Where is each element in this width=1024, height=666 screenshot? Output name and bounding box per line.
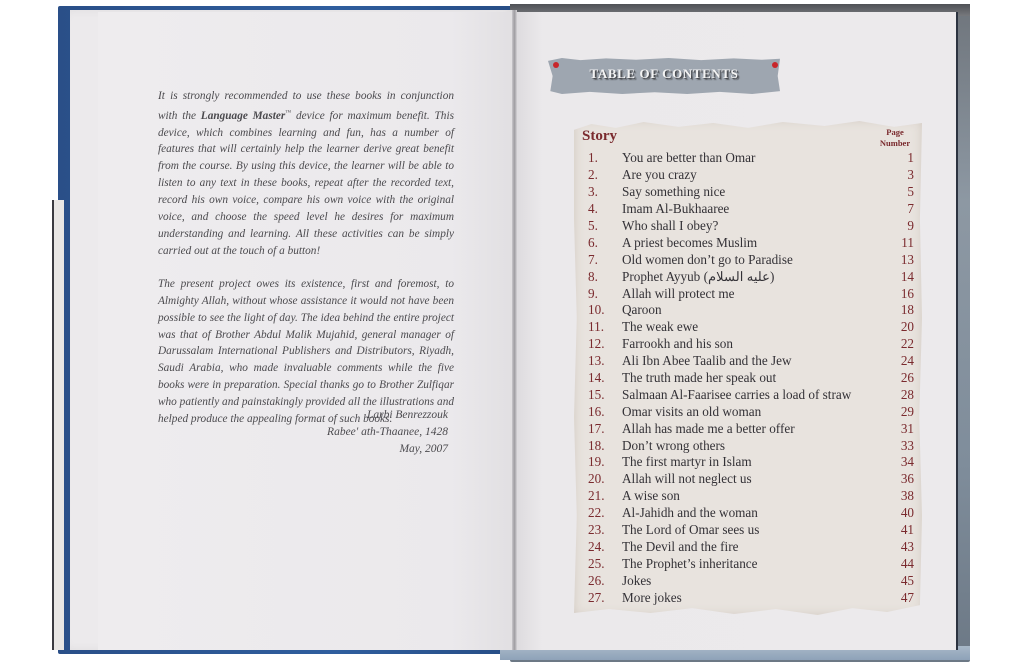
toc-entry-number: 26. bbox=[588, 572, 605, 588]
toc-entry bbox=[582, 403, 916, 420]
toc-entry-title: Jokes bbox=[622, 572, 652, 588]
toc-entry bbox=[582, 386, 916, 403]
toc-entry bbox=[582, 302, 916, 319]
toc-entry-page: 22 bbox=[900, 336, 914, 352]
toc-entry-number: 12. bbox=[588, 336, 605, 352]
toc-entry bbox=[582, 555, 916, 572]
toc-entry-page: 11 bbox=[901, 234, 914, 250]
toc-entry-title: Omar visits an old woman bbox=[622, 403, 762, 419]
trademark-symbol: ™ bbox=[285, 109, 292, 116]
toc-column-page-number bbox=[870, 127, 920, 149]
toc-entry-title: The first martyr in Islam bbox=[622, 454, 752, 470]
toc-entry-title: Ali Ibn Abee Taalib and the Jew bbox=[622, 353, 792, 369]
toc-entry-number: 16. bbox=[588, 403, 605, 419]
toc-entry-page: 5 bbox=[907, 184, 914, 200]
book-cover-left-edge bbox=[52, 200, 64, 650]
toc-entry bbox=[582, 538, 916, 555]
toc-entry-page: 3 bbox=[907, 167, 914, 183]
toc-entry bbox=[582, 319, 916, 336]
toc-entry-number: 5. bbox=[588, 218, 598, 233]
toc-entry bbox=[582, 336, 916, 353]
toc-entry bbox=[582, 251, 916, 268]
intro-p1-start: It is strongly recommended to use these books in conjunction with the bbox=[158, 90, 454, 122]
toc-entry-title: Allah has made me a better offer bbox=[622, 420, 795, 436]
toc-entry-page: 7 bbox=[907, 201, 914, 217]
toc-entry bbox=[582, 572, 916, 589]
toc-entry-title: Allah will not neglect us bbox=[622, 471, 752, 487]
toc-entry-page: 34 bbox=[900, 454, 914, 470]
toc-entry bbox=[582, 268, 916, 285]
toc-entry-title: A priest becomes Muslim bbox=[622, 234, 758, 250]
toc-entry-title: Say something nice bbox=[622, 184, 726, 200]
toc-entry-number: 23. bbox=[588, 522, 605, 538]
toc-entry-title: Are you crazy bbox=[622, 167, 697, 183]
toc-entry-title: Prophet Ayyub (عليه السلام) bbox=[622, 268, 775, 284]
toc-entry bbox=[582, 218, 916, 235]
toc-entry bbox=[582, 234, 916, 251]
toc-entry-number: 25. bbox=[588, 555, 605, 571]
toc-entry bbox=[582, 505, 916, 522]
toc-entry-number: 10. bbox=[588, 302, 605, 318]
toc-entry-page: 38 bbox=[900, 488, 914, 504]
toc-entry-number: 4. bbox=[588, 201, 598, 217]
intro-paragraph-2: The present project owes its existence, first and foremost, to Almighty Allah, without whose assistance it would not have been possible to see the light of day. The idea behind the entire project was that of Brother Abdul Malik Mujahid, general manager of Darussalam International Publishers and Distributors, Riyadh, Saudi Arabia, who made invaluable comments while the five books were in preparation. Special thanks go to Brother Zulfiqar who patiently and painstakingly provided all the illustrations and helped produce the appealing format of such books. bbox=[158, 277, 454, 426]
toc-entry-page: 24 bbox=[900, 353, 914, 369]
toc-entry-title: The Lord of Omar sees us bbox=[622, 522, 760, 538]
toc-entry-title: Old women don’t go to Paradise bbox=[622, 251, 793, 267]
toc-entry-number: 14. bbox=[588, 370, 605, 386]
toc-entry bbox=[582, 589, 916, 606]
toc-entry-title: The weak ewe bbox=[622, 319, 699, 335]
toc-entry-number: 21. bbox=[588, 488, 605, 504]
toc-entry-title: Salmaan Al-Faarisee carries a load of straw bbox=[622, 386, 852, 402]
toc-entry-title: More jokes bbox=[622, 589, 682, 605]
toc-entry bbox=[582, 437, 916, 454]
toc-entry-number: 11. bbox=[588, 319, 604, 335]
toc-title: TABLE OF CONTENTS bbox=[589, 66, 739, 81]
intro-text bbox=[158, 88, 454, 444]
toc-entry-title: The Devil and the fire bbox=[622, 538, 739, 554]
toc-entry-page: 20 bbox=[900, 319, 914, 335]
toc-entry-title: The Prophet’s inheritance bbox=[622, 555, 758, 571]
toc-column-story: Story bbox=[582, 128, 617, 144]
toc-entry-page: 18 bbox=[900, 302, 914, 318]
toc-entry bbox=[582, 488, 916, 505]
toc-list bbox=[582, 150, 916, 606]
toc-entry bbox=[582, 370, 916, 387]
toc-entry-page: 14 bbox=[900, 268, 914, 284]
intro-p1-rest: device for maximum benefit. This device, which combines learning and fun, has a number of features that will certainly help the learner derive great benefit from the course. By using this device, the learner will be able to listen to any text in these books, repeat after the recorded text, record his own voice, compare his own voice with the original voice, and choose the speed level he desires for maximum understanding and learning. All these activities can be simply carried out at the touch of a button! bbox=[158, 109, 454, 257]
toc-entry-page: 28 bbox=[900, 386, 914, 402]
toc-entry-page: 36 bbox=[900, 471, 914, 487]
author-name: Larbi Benrezzouk bbox=[366, 409, 448, 421]
toc-entry-page: 26 bbox=[900, 370, 914, 386]
toc-entry-number: 6. bbox=[588, 234, 598, 250]
toc-entry-title: Imam Al-Bukhaaree bbox=[622, 201, 730, 217]
toc-entry-title: Farrookh and his son bbox=[622, 336, 733, 352]
toc-entry-page: 47 bbox=[900, 589, 914, 605]
book-gutter bbox=[512, 10, 517, 650]
toc-entry-title: Who shall I obey? bbox=[622, 218, 719, 233]
toc-entry-number: 18. bbox=[588, 437, 605, 453]
toc-entry-number: 27. bbox=[588, 589, 605, 605]
toc-column-page-line2: Number bbox=[879, 138, 911, 148]
toc-entry-number: 17. bbox=[588, 420, 605, 436]
toc-entry-title: Al-Jahidh and the woman bbox=[622, 505, 758, 521]
toc-entry-page: 40 bbox=[900, 505, 914, 521]
toc-entry bbox=[582, 353, 916, 370]
toc-entry-title: You are better than Omar bbox=[622, 150, 756, 166]
toc-entry-page: 16 bbox=[900, 285, 914, 301]
toc-entry-number: 15. bbox=[588, 386, 605, 402]
toc-entry-page: 41 bbox=[900, 522, 914, 538]
toc-entry-number: 1. bbox=[588, 150, 598, 166]
toc-entry-page: 1 bbox=[907, 150, 914, 166]
toc-entry-title: Don’t wrong others bbox=[622, 437, 726, 453]
toc-entry-page: 45 bbox=[900, 572, 914, 588]
toc-entry-title: The truth made her speak out bbox=[622, 370, 777, 386]
toc-entry-page: 9 bbox=[907, 218, 914, 233]
hijri-date: Rabee' ath-Thaanee, 1428 bbox=[327, 426, 448, 438]
toc-column-page-line1: Page bbox=[886, 127, 904, 137]
toc-entry-number: 7. bbox=[588, 251, 598, 267]
toc-entry bbox=[582, 471, 916, 488]
toc-entry-number: 20. bbox=[588, 471, 605, 487]
toc-entry-number: 3. bbox=[588, 184, 598, 200]
toc-entry-title: Allah will protect me bbox=[622, 285, 735, 301]
toc-entry bbox=[582, 522, 916, 539]
toc-entry-title: A wise son bbox=[622, 488, 680, 504]
toc-entry bbox=[582, 184, 916, 201]
toc-entry bbox=[582, 420, 916, 437]
toc-entry-number: 19. bbox=[588, 454, 605, 470]
language-master-name: Language Master bbox=[200, 109, 286, 122]
toc-entry-page: 13 bbox=[900, 251, 914, 267]
toc-entry-page: 43 bbox=[900, 538, 914, 554]
toc-entry-page: 31 bbox=[900, 420, 914, 436]
toc-entry-number: 22. bbox=[588, 505, 605, 521]
toc-entry-number: 13. bbox=[588, 353, 605, 369]
gregorian-date: May, 2007 bbox=[399, 443, 448, 455]
toc-entry bbox=[582, 285, 916, 302]
toc-entry-title: Qaroon bbox=[622, 302, 662, 318]
intro-paragraph-1 bbox=[158, 88, 454, 260]
toc-entry bbox=[582, 201, 916, 218]
toc-entry-number: 24. bbox=[588, 538, 605, 554]
toc-entry-number: 8. bbox=[588, 268, 598, 284]
signature-block bbox=[250, 407, 448, 458]
toc-entry bbox=[582, 167, 916, 184]
toc-entry-number: 2. bbox=[588, 167, 598, 183]
toc-entry bbox=[582, 454, 916, 471]
toc-entry-page: 44 bbox=[900, 555, 914, 571]
toc-entry-page: 29 bbox=[900, 403, 914, 419]
toc-entry-page: 33 bbox=[900, 437, 914, 453]
toc-entry bbox=[582, 150, 916, 167]
toc-entry-number: 9. bbox=[588, 285, 598, 301]
